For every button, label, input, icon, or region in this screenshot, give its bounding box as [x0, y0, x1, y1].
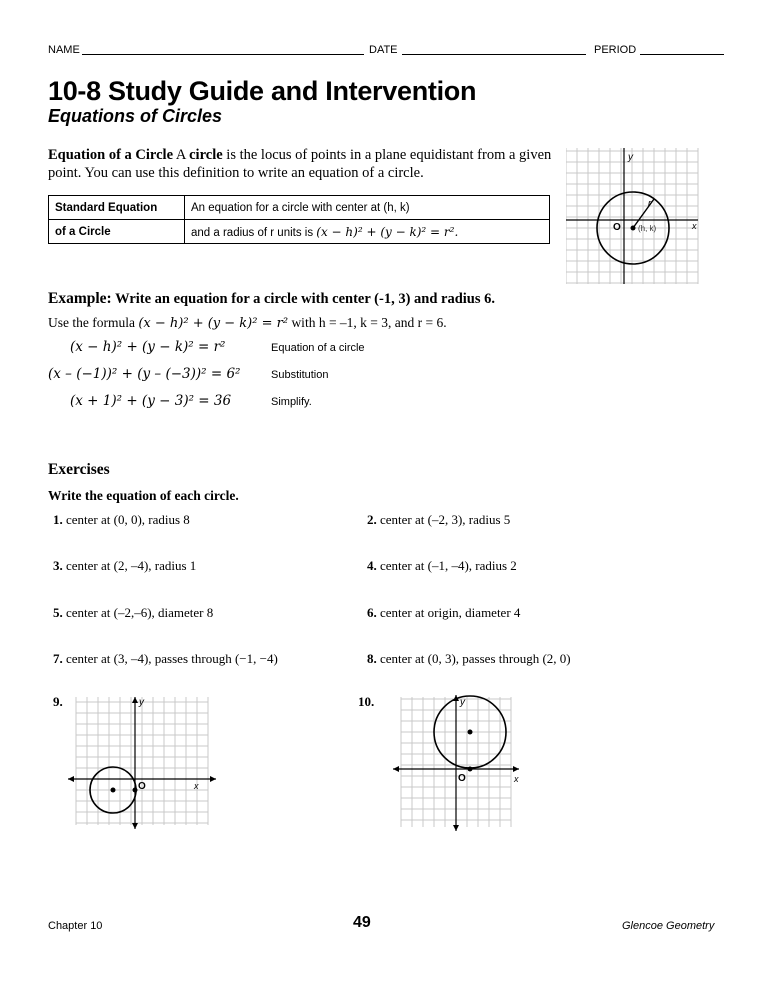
graph-10	[393, 693, 527, 833]
graph10-edge-point	[468, 767, 473, 772]
exercise-6: 6. center at origin, diameter 4	[367, 605, 521, 620]
def-row1-text: An equation for a circle with center at (h, k)	[185, 196, 550, 220]
intro-paragraph	[48, 146, 558, 182]
graph9-origin-label: O	[138, 781, 146, 792]
period-field[interactable]	[640, 44, 724, 55]
fig-center-label: (h, k)	[638, 224, 657, 233]
graph9-center-point	[111, 788, 116, 793]
intro-term: Equation of a Circle	[48, 147, 173, 163]
example-step-2-eq: (x – (−1))² + (y – (−3))² = 6²	[48, 366, 241, 382]
footer-book-title: Glencoe Geometry	[622, 920, 715, 932]
graph10-origin-label: O	[458, 773, 466, 784]
use-suffix: with h = –1, k = 3, and r = 6.	[291, 315, 447, 330]
page-subtitle: Equations of Circles	[48, 106, 223, 126]
example-step-3-eq: (x + 1)² + (y − 3)² = 36	[70, 393, 232, 409]
graph10-x-arrow-icon	[513, 766, 519, 772]
fig-r-label: r	[648, 198, 651, 208]
example-step-2-note: Substitution	[271, 369, 329, 381]
exercise-4: 4. center at (–1, –4), radius 2	[367, 558, 517, 573]
fig-x-label: x	[692, 221, 697, 231]
use-formula: (x − h)² + (y − k)² = r²	[138, 316, 289, 331]
graph9-y-label: y	[139, 697, 144, 708]
def-row2-label: of a Circle	[49, 220, 185, 244]
intro-text-a: A	[175, 147, 186, 163]
intro-text-b: is the locus of points in a plane equidistant from a given point. You can use this definition to write an equation of a circle.	[48, 147, 552, 181]
def-row2-text: and a radius of r units is	[191, 226, 314, 239]
graph9-y-arrow-down-icon	[132, 823, 138, 829]
exercise-3: 3. center at (2, –4), radius 1	[53, 558, 197, 573]
fig-y-label: y	[628, 152, 633, 163]
example-heading	[48, 290, 495, 308]
footer-chapter: Chapter 10	[48, 920, 103, 932]
exercises-heading: Exercises	[48, 461, 110, 478]
graph9-x-arrow-left-icon	[68, 776, 74, 782]
example-use-line	[48, 315, 447, 331]
definition-table	[48, 195, 550, 244]
def-row1-label: Standard Equation	[49, 196, 185, 220]
def-row2-formula: (x − h)² + (y − k)² = r².	[316, 224, 459, 239]
period-label: PERIOD	[594, 44, 637, 56]
graph9-x-arrow-icon	[210, 776, 216, 782]
graph10-y-arrow-down-icon	[453, 825, 459, 831]
graph-9	[68, 693, 216, 829]
graph9-x-label: x	[194, 781, 199, 791]
intro-bold-word: circle	[189, 147, 223, 163]
exercise-2: 2. center at (–2, 3), radius 5	[367, 512, 511, 527]
fig-center-point	[631, 226, 636, 231]
exercise-5: 5. center at (–2,–6), diameter 8	[53, 605, 214, 620]
example-step-1-note: Equation of a circle	[271, 342, 365, 354]
graph10-center-point	[468, 730, 473, 735]
example-step-1-eq: (x − h)² + (y − k)² = r²	[70, 339, 226, 355]
graph10-x-label: x	[514, 774, 519, 784]
example-step-3-note: Simplify.	[271, 396, 312, 408]
header-line	[48, 44, 728, 58]
exercise-8: 8. center at (0, 3), passes through (2, 0)	[367, 651, 571, 666]
circle-figure	[566, 148, 700, 286]
name-field[interactable]	[82, 44, 364, 55]
exercise-1: 1. center at (0, 0), radius 8	[53, 512, 190, 527]
fig-origin-label: O	[613, 222, 621, 233]
use-prefix: Use the formula	[48, 315, 135, 330]
graph10-x-arrow-left-icon	[393, 766, 399, 772]
exercise-7: 7. center at (3, –4), passes through (−1, −4)	[53, 651, 278, 666]
graph9-edge-point	[133, 788, 138, 793]
example-label: Example:	[48, 290, 112, 307]
exercises-instruction: Write the equation of each circle.	[48, 488, 239, 503]
graph10-y-label: y	[460, 697, 465, 708]
exercise-9: 9.	[53, 694, 63, 709]
graph9-y-arrow-icon	[132, 697, 138, 703]
name-label: NAME	[48, 44, 80, 56]
footer-page-number: 49	[353, 914, 371, 931]
exercise-10: 10.	[358, 694, 375, 709]
example-heading-text: Write an equation for a circle with center (-1, 3) and radius 6.	[115, 291, 496, 307]
page-title: 10-8 Study Guide and Intervention	[48, 76, 477, 106]
date-field[interactable]	[402, 44, 586, 55]
date-label: DATE	[369, 44, 398, 56]
